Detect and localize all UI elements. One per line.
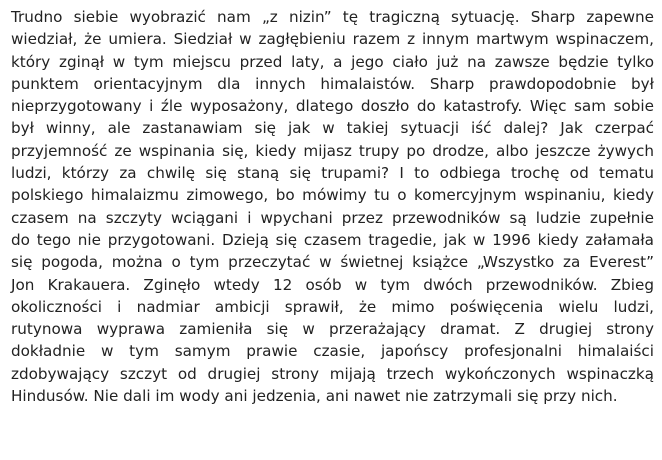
paragraph-line: polskiego himalaizmu zimowego, bo mówimy tu o komercyjnym wspinaniu, kiedy xyxy=(11,186,654,205)
paragraph-line: wiedział, że umiera. Siedział w zagłębieniu razem z innym martwym wspinaczem, xyxy=(11,30,654,49)
article-paragraph xyxy=(11,6,654,407)
paragraph-line: przyjemność ze wspinania się, kiedy mijasz trupy po drodze, albo jeszcze żywych xyxy=(11,141,654,160)
paragraph-line: był winny, ale zastanawiam się jak w takiej sytuacji iść dalej? Jak czerpać xyxy=(11,119,654,138)
paragraph-line: okoliczności i nadmiar ambicji sprawił, że mimo poświęcenia wielu ludzi, xyxy=(11,297,654,316)
paragraph-line: punktem orientacyjnym dla innych himalaistów. Sharp prawdopodobnie był xyxy=(11,74,654,93)
paragraph-line: czasem na szczyty wciągani i wpychani przez przewodników są ludzie zupełnie xyxy=(11,208,654,227)
paragraph-line: Hindusów. Nie dali im wody ani jedzenia, ani nawet nie zatrzymali się przy nich. xyxy=(11,387,618,406)
paragraph-line: rutynowa wyprawa zamieniła się w przerażający dramat. Z drugiej strony xyxy=(11,320,654,339)
paragraph-line: nieprzygotowany i źle wyposażony, dlatego doszło do katastrofy. Więc sam sobie xyxy=(11,97,654,116)
paragraph-line: który zginął w tym miejscu przed laty, a jego ciało już na zawsze będzie tylko xyxy=(11,52,654,71)
paragraph-line: dokładnie w tym samym prawie czasie, japońscy profesjonalni himalaiści xyxy=(11,342,654,361)
paragraph-line: Trudno siebie wyobrazić nam „z nizin” tę tragiczną sytuację. Sharp zapewne xyxy=(11,8,654,26)
paragraph-line: ludzi, którzy za chwilę się staną się trupami? I to odbiega trochę od tematu xyxy=(11,164,654,183)
paragraph-line: się pogoda, można o tym przeczytać w świetnej książce „Wszystko za Everest” xyxy=(11,253,654,272)
paragraph-line: zdobywający szczyt od drugiej strony mijają trzech wykończonych wspinaczką xyxy=(11,364,654,383)
paragraph-line: Jon Krakauera. Zginęło wtedy 12 osób w tym dwóch przewodników. Zbieg xyxy=(11,275,654,294)
paragraph-line: do tego nie przygotowani. Dzieją się czasem tragedie, jak w 1996 kiedy załamała xyxy=(11,230,654,249)
